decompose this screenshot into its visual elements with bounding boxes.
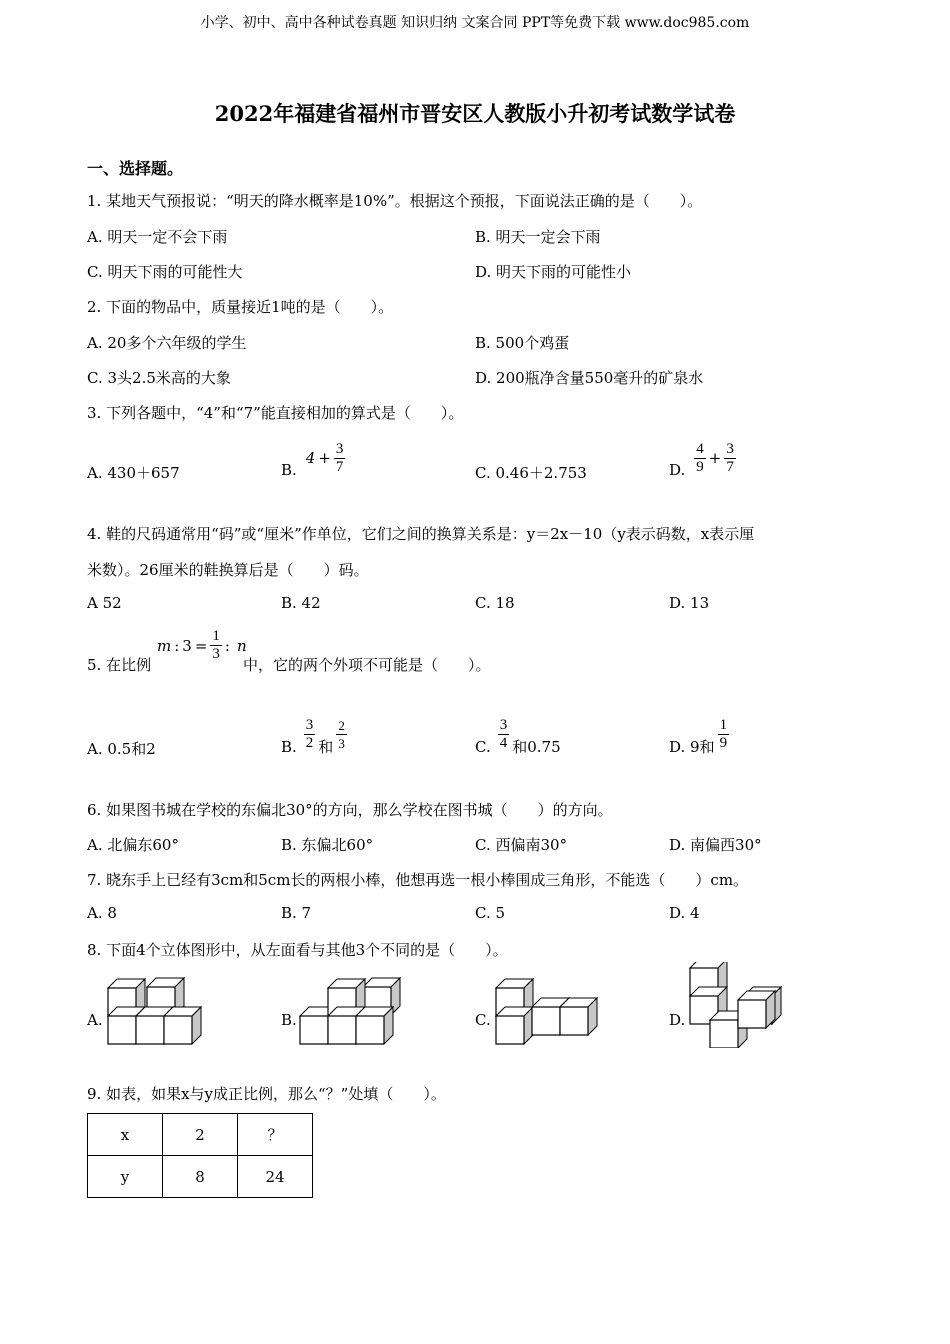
q2-option-d: D. 200瓶净含量550毫升的矿泉水 bbox=[475, 369, 704, 387]
q6-option-b: B. 东偏北60° bbox=[281, 836, 374, 854]
q7-option-d: D. 4 bbox=[669, 904, 700, 922]
q8-stem: 8. 下面4个立体图形中，从左面看与其他3个不同的是（ ）。 bbox=[87, 941, 508, 959]
q1-option-b: B. 明天一定会下雨 bbox=[475, 228, 601, 246]
table-cell: x bbox=[88, 1114, 163, 1156]
q7-option-a: A. 8 bbox=[87, 904, 117, 922]
q6-stem: 6. 如果图书城在学校的东偏北30°的方向，那么学校在图书城（ ）的方向。 bbox=[87, 801, 613, 819]
q5-option-d: D. 9和 $\frac{1}{9}$ bbox=[669, 717, 728, 756]
q8-figure-d bbox=[684, 962, 794, 1048]
q8-option-c: C. bbox=[475, 1011, 491, 1029]
cube bbox=[496, 1007, 533, 1044]
q5-stem-post: 中，它的两个外项不可能是（ ）。 bbox=[243, 656, 491, 674]
q5-proportion: m : 3 = $\frac{1}{3}$ : n bbox=[157, 628, 247, 662]
cube bbox=[738, 991, 775, 1028]
section-heading: 一、选择题。 bbox=[87, 159, 184, 178]
table-cell: y bbox=[88, 1156, 163, 1198]
q7-option-c: C. 5 bbox=[475, 904, 506, 922]
table-row bbox=[88, 1114, 313, 1156]
table-row bbox=[88, 1156, 313, 1198]
q5-option-b: B. $\frac{3}{2}$ 和 $\frac{2}{3}$ bbox=[281, 717, 345, 756]
q9-table bbox=[87, 1113, 313, 1198]
table-cell: 8 bbox=[163, 1156, 238, 1198]
q4-stem-line1: 4. 鞋的尺码通常用“码”或“厘米”作单位，它们之间的换算关系是：y＝2x－10（y表示码数，x表示厘 bbox=[87, 525, 755, 543]
q5-stem-pre: 5. 在比例 bbox=[87, 656, 152, 674]
q2-stem: 2. 下面的物品中，质量接近1吨的是（ ）。 bbox=[87, 298, 394, 316]
q5-option-a: A. 0.5和2 bbox=[87, 740, 156, 758]
q9-stem: 9. 如表，如果x与y成正比例，那么“？”处填（ ）。 bbox=[87, 1085, 446, 1103]
q3-stem: 3. 下列各题中，“4”和“7”能直接相加的算式是（ ）。 bbox=[87, 404, 464, 422]
q4-option-a: A 52 bbox=[87, 594, 122, 612]
q4-option-c: C. 18 bbox=[475, 594, 515, 612]
q3-option-b: B. 4 + $\frac{3}{7}$ bbox=[281, 440, 344, 479]
q8-option-b: B. bbox=[281, 1011, 297, 1029]
cube bbox=[164, 1007, 201, 1044]
page-header: 小学、初中、高中各种试卷真题 知识归纳 文案合同 PPT等免费下载 www.doc985.com bbox=[200, 15, 750, 31]
q6-option-d: D. 南偏西30° bbox=[669, 836, 762, 854]
q3-option-d: D. $\frac{4}{9}$ + $\frac{3}{7}$ bbox=[669, 440, 734, 479]
q8-option-d: D. bbox=[669, 1011, 686, 1029]
q8-figure-a bbox=[100, 970, 210, 1050]
q8-figure-c bbox=[492, 970, 608, 1050]
q4-option-d: D. 13 bbox=[669, 594, 710, 612]
q1-option-d: D. 明天下雨的可能性小 bbox=[475, 263, 632, 281]
q8-option-a: A. bbox=[87, 1011, 103, 1029]
table-cell: 2 bbox=[163, 1114, 238, 1156]
table-cell: 24 bbox=[238, 1156, 313, 1198]
q1-option-c: C. 明天下雨的可能性大 bbox=[87, 263, 243, 281]
q7-stem: 7. 晓东手上已经有3cm和5cm长的两根小棒，他想再选一根小棒围成三角形，不能选（ ）cm。 bbox=[87, 871, 749, 889]
q3-option-c: C. 0.46＋2.753 bbox=[475, 464, 587, 482]
table-cell: ？ bbox=[238, 1114, 313, 1156]
q2-option-c: C. 3头2.5米高的大象 bbox=[87, 369, 231, 387]
q6-option-a: A. 北偏东60° bbox=[87, 836, 179, 854]
q7-option-b: B. 7 bbox=[281, 904, 312, 922]
q2-option-a: A. 20多个六年级的学生 bbox=[87, 334, 247, 352]
q4-option-b: B. 42 bbox=[281, 594, 321, 612]
q5-option-c: C. $\frac{3}{4}$ 和0.75 bbox=[475, 717, 561, 756]
q4-stem-line2: 米数）。26厘米的鞋换算后是（ ）码。 bbox=[87, 561, 369, 579]
q8-figure-b bbox=[296, 970, 412, 1050]
cube bbox=[356, 1007, 393, 1044]
q1-option-a: A. 明天一定不会下雨 bbox=[87, 228, 228, 246]
q2-option-b: B. 500个鸡蛋 bbox=[475, 334, 570, 352]
q3-option-a: A. 430＋657 bbox=[87, 464, 180, 482]
cube bbox=[560, 998, 597, 1035]
q6-option-c: C. 西偏南30° bbox=[475, 836, 568, 854]
q1-stem: 1. 某地天气预报说：“明天的降水概率是10%”。根据这个预报，下面说法正确的是（ ）。 bbox=[87, 192, 703, 210]
page-title: 2022年福建省福州市晋安区人教版小升初考试数学试卷 bbox=[214, 101, 736, 126]
